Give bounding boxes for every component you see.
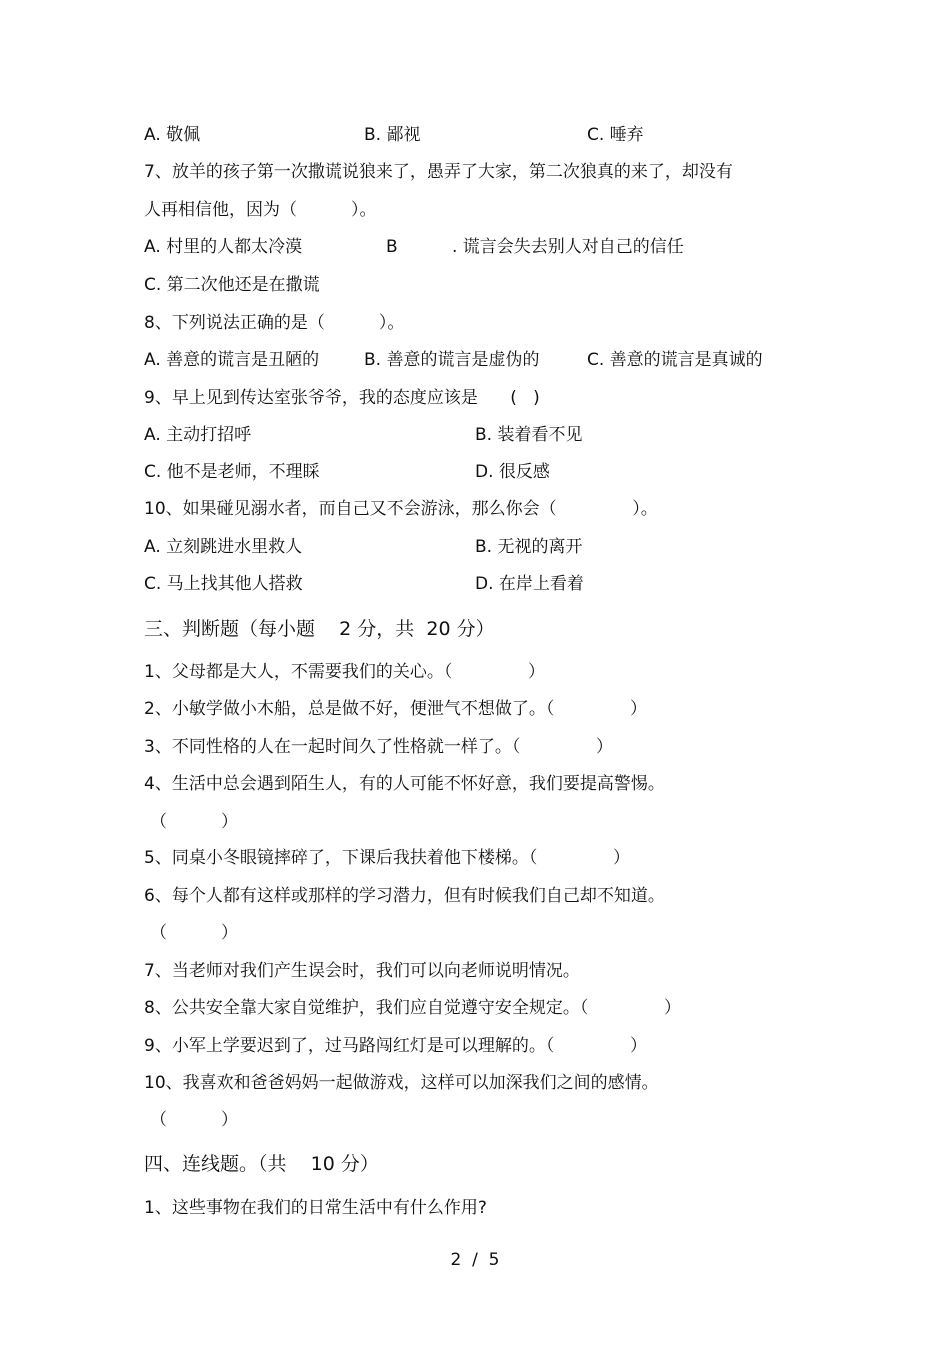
judgement-item: 2、小敏学做小木船，总是做不好，便泄气不想做了。（ ） [144, 699, 647, 719]
section4-question-1: 1、这些事物在我们的日常生活中有什么作用? [144, 1198, 487, 1218]
q7-stem-line2: 人再相信他，因为（ ）。 [144, 200, 377, 220]
judgement-item: 3、不同性格的人在一起时间久了性格就一样了。（ ） [144, 737, 613, 757]
page-number: 2 / 5 [450, 1250, 500, 1270]
judgement-item: 10、我喜欢和爸爸妈妈一起做游戏，这样可以加深我们之间的感情。 [144, 1073, 659, 1093]
q7-option-a: A. 村里的人都太冷漠 [144, 237, 303, 257]
q7-stem-line1: 7、放羊的孩子第一次撒谎说狼来了，愚弄了大家，第二次狼真的来了，却没有 [144, 162, 733, 182]
judgement-item: 5、同桌小冬眼镜摔碎了，下课后我扶着他下楼梯。（ ） [144, 848, 630, 868]
q9-option-b: B. 装着看不见 [475, 425, 583, 445]
q10-option-c: C. 马上找其他人搭救 [144, 574, 303, 594]
q9-option-c: C. 他不是老师，不理睬 [144, 462, 320, 482]
judgement-item: 4、生活中总会遇到陌生人，有的人可能不怀好意，我们要提高警惕。 [144, 774, 665, 794]
q7-option-b-letter: B [386, 237, 398, 257]
q10-stem: 10、如果碰见溺水者，而自己又不会游泳，那么你会（ ）。 [144, 499, 658, 519]
q10-option-a: A. 立刻跳进水里救人 [144, 537, 303, 557]
q6-option-b: B. 鄙视 [364, 125, 421, 145]
judgement-item: 8、公共安全靠大家自觉维护，我们应自觉遵守安全规定。（ ） [144, 998, 681, 1018]
q6-option-a: A. 敬佩 [144, 125, 201, 145]
judgement-item-blank: （ ） [150, 923, 239, 943]
judgement-item-blank: （ ） [150, 1110, 239, 1130]
q10-option-b: B. 无视的离开 [475, 537, 583, 557]
section4-heading: 四、连线题。（共 10 分） [144, 1153, 379, 1175]
q7-option-b-text: . 谎言会失去别人对自己的信任 [452, 237, 684, 257]
q9-option-a: A. 主动打招呼 [144, 425, 252, 445]
q9-stem: 9、早上见到传达室张爷爷，我的态度应该是 ( ) [144, 388, 540, 408]
judgement-item-blank: （ ） [150, 812, 239, 832]
q9-option-d: D. 很反感 [475, 462, 550, 482]
q8-stem: 8、下列说法正确的是（ ）。 [144, 313, 405, 333]
judgement-item: 1、父母都是大人，不需要我们的关心。（ ） [144, 662, 545, 682]
q10-option-d: D. 在岸上看着 [475, 574, 584, 594]
judgement-item: 9、小军上学要迟到了，过马路闯红灯是可以理解的。（ ） [144, 1036, 647, 1056]
q8-option-b: B. 善意的谎言是虚伪的 [364, 350, 540, 370]
judgement-item: 6、每个人都有这样或那样的学习潜力，但有时候我们自己却不知道。 [144, 886, 665, 906]
judgement-item: 7、当老师对我们产生误会时，我们可以向老师说明情况。 [144, 961, 580, 981]
section3-heading: 三、判断题（每小题 2 分，共 20 分） [144, 618, 495, 640]
q7-option-c: C. 第二次他还是在撒谎 [144, 275, 320, 295]
q8-option-c: C. 善意的谎言是真诚的 [587, 350, 763, 370]
q8-option-a: A. 善意的谎言是丑陋的 [144, 350, 320, 370]
q6-option-c: C. 唾弃 [587, 125, 644, 145]
